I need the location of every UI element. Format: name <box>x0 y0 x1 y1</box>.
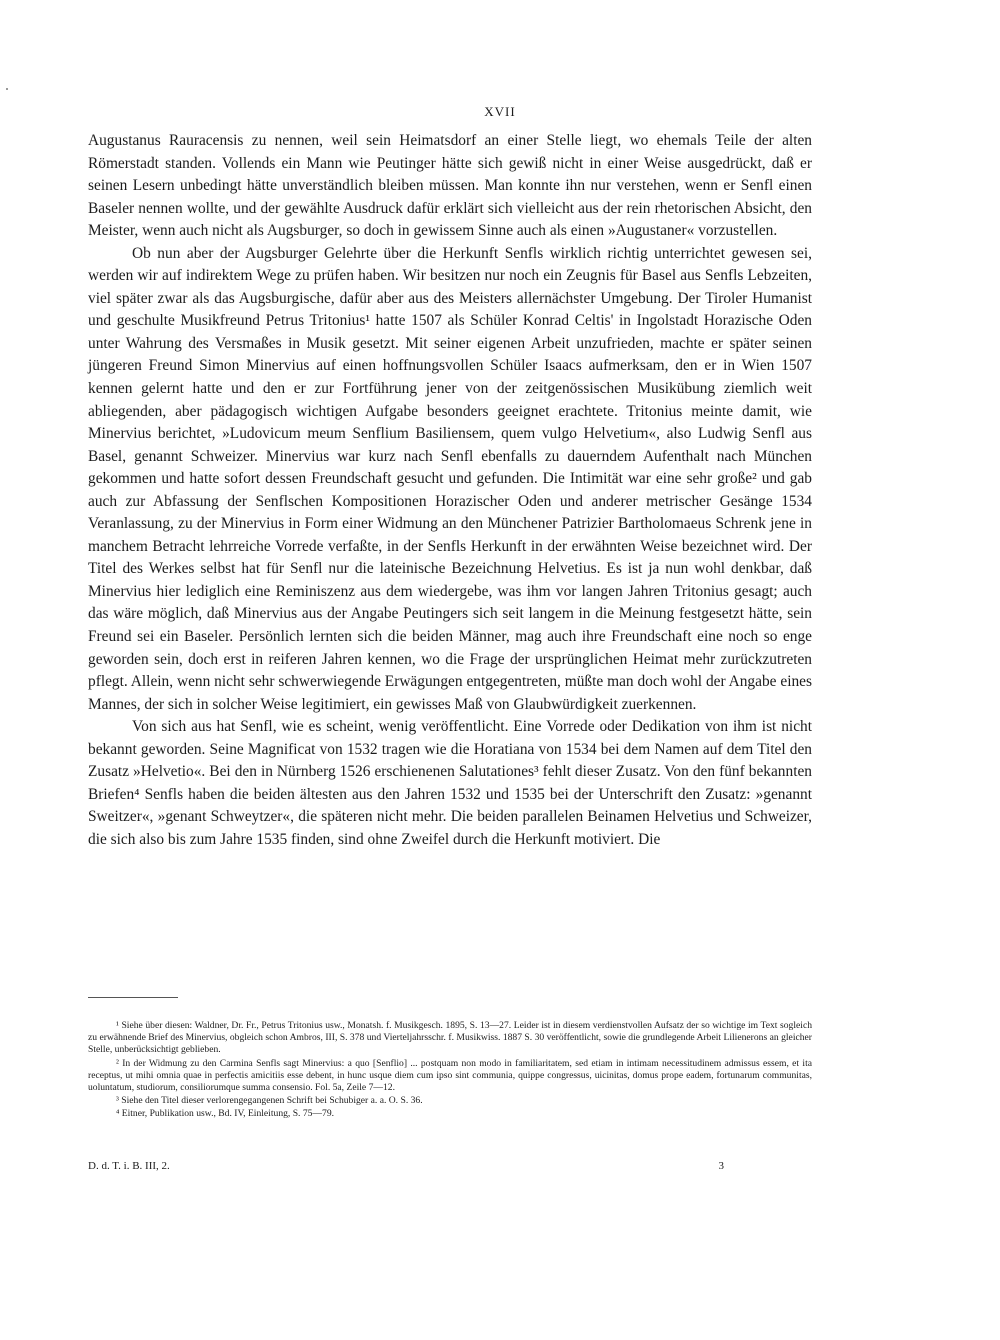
series-mark: D. d. T. i. B. III, 2. <box>88 1160 170 1172</box>
paragraph-1: Augustanus Rauracensis zu nennen, weil sein Heimatsdorf an einer Stelle liegt, wo ehemals Teile der alten Römerstadt standen. Vollends ein Mann wie Peutinger hätte sich gewiß nicht in einer Weise ausgedrückt, daß er seinen Lesern unbedingt hätte unverständlich bleiben müssen. Man konnte ihn nur verstehen, wenn er Senfl einen Baseler nennen wollte, und der gewählte Ausdruck dafür erklärt sich vielleicht aus der rein rhetorischen Absicht, den Meister, wenn auch nicht als Augsburger, so doch in gewissem Sinne auch als einen »Augustaner« vorzustellen. <box>88 132 812 240</box>
page-footer <box>88 1160 724 1172</box>
footnote-3: ³ Siehe den Titel dieser verlorengegangenen Schrift bei Schubiger a. a. O. S. 36. <box>116 1095 423 1107</box>
sheet-signature: 3 <box>718 1160 724 1172</box>
paragraph-3: Von sich aus hat Senfl, wie es scheint, wenig veröffentlicht. Eine Vorrede oder Dedikation von ihm ist nicht bekannt geworden. Seine Magnificat von 1532 tragen wie die Horatiana von 1534 bei dem Namen auf dem Titel den Zusatz »Helvetio«. Bei den in Nürnberg 1526 erschienenen Salutationes³ fehlt dieser Zusatz. Von den fünf bekannten Briefen⁴ Senfls haben die beiden ältesten aus den Jahren 1532 und 1535 bei der Unterschrift den Zusatz: »genannt Sweitzer«, »genant Schweytzer«, die späteren nicht mehr. Die beiden parallelen Beinamen Helvetius und Schweizer, die sich also bis zum Jahre 1535 finden, sind ohne Zweifel durch die Herkunft motiviert. Die <box>88 718 812 848</box>
main-text <box>88 130 812 852</box>
footnotes <box>88 1020 812 1122</box>
margin-speck <box>6 88 8 90</box>
footnote-4: ⁴ Eitner, Publikation usw., Bd. IV, Einleitung, S. 75—79. <box>116 1108 335 1120</box>
footnote-2: ² In der Widmung zu den Carmina Senfls sagt Minervius: a quo [Senflio] ... postquam non modo in familiaritatem, sed etiam in intimam necessitudinem admissus essem, et ita receptus, ut mihi omnia quae in perfectis amicitiis esse debent, in hunc usque diem cum ipso sint communia, quippe congressus, uicinitas, domus prope eadem, fortunarum communitas, uoluntatum, studiorum, consiliorumque summa consensio. Fol. 5a, Zeile 7—12. <box>88 1057 812 1094</box>
running-head: XVII <box>484 104 516 119</box>
paragraph-2: Ob nun aber der Augsburger Gelehrte über die Herkunft Senfls wirklich richtig unterrichtet gewesen sei, werden wir auf indirektem Wege zu prüfen haben. Wir besitzen nur noch ein Zeugnis für Basel aus Senfls Lebzeiten, viel später zwar als das Augsburgische, dafür aber aus des Meisters allernächster Umgebung. Der Tiroler Humanist und geschulte Musikfreund Petrus Tritonius¹ hatte 1507 als Schüler Konrad Celtis' in Ingolstadt Horazische Oden unter Wahrung des Versmaßes in Musik gesetzt. Mit seiner eigenen Arbeit unzufrieden, machte er später seinen jüngeren Freund Simon Minervius auf einen hoffnungsvollen Schüler Isaacs aufmerksam, den er in Wien 1507 kennen gelernt hatte und den er zur Fortführung jener von der zeitgenössischen Musikübung ziemlich weit abliegenden, aber pädagogisch wichtigen Aufgabe besonders geeignet erachtete. Tritonius meinte damit, wie Minervius berichtet, »Ludovicum meum Senflium Basiliensem, quem vulgo Helvetium«, also Ludwig Senfl aus Basel, genannt Schweizer. Minervius war kurz nach Senfl ebenfalls zu dauerndem Aufenthalt nach München gekommen und hatte sofort dessen Freundschaft gesucht und gefunden. Die Intimität war eine sehr große² und gab auch zur Abfassung der Senflschen Kompositionen Horazischer Oden und anderer metrischer Gesänge 1534 Veranlassung, zu der Minervius in Form einer Widmung an den Münchener Patrizier Bartholomaeus Schrenk jene in manchem Betracht lehrreiche Vorrede verfaßte, in der Senfls Herkunft in der erwähnten Weise bezeichnet wird. Der Titel des Werkes selbst hat für Senfl nur die lateinische Bezeichnung Helvetius. Es ist ja nun wohl denkbar, daß Minervius hier lediglich eine Reminiszenz aus dem wiedergebe, was ihm vor langen Jahren Tritonius gesagt; auch das wäre möglich, daß Minervius aus der Angabe Peutingers sich seit langem in die Meinung festgesetzt hätte, sein Freund sei ein Baseler. Persönlich lernten sich die beiden Männer, mag auch ihre Freundschaft eine noch so enge geworden sein, doch erst in reiferen Jahren kennen, wo die Frage der ursprünglichen Heimat mehr zurückzutreten pflegt. Allein, wenn nicht sehr schwerwiegende Erwägungen entgegentreten, müßte man doch wohl der Angabe eines Mannes, der sich in solcher Weise legitimiert, ein gewisses Maß von Glaubwürdigkeit zuerkennen. <box>88 244 812 713</box>
footnote-divider <box>88 997 178 998</box>
footnote-1: ¹ Siehe über diesen: Waldner, Dr. Fr., Petrus Tritonius usw., Monatsh. f. Musikgesch. 1895, S. 13—27. Leider ist in diesem verdienstvollen Aufsatz der so wichtige im Text sogleich zu erwähnende Brief des Minervius, obgleich schon Ambros, III, S. 378 und Vierteljahrsschr. f. Musikwiss. 1887 S. 30 veröffentlicht, sowie die grundlegende Arbeit Lilienerons an gleicher Stelle, unberücksichtigt geblieben. <box>88 1020 812 1056</box>
